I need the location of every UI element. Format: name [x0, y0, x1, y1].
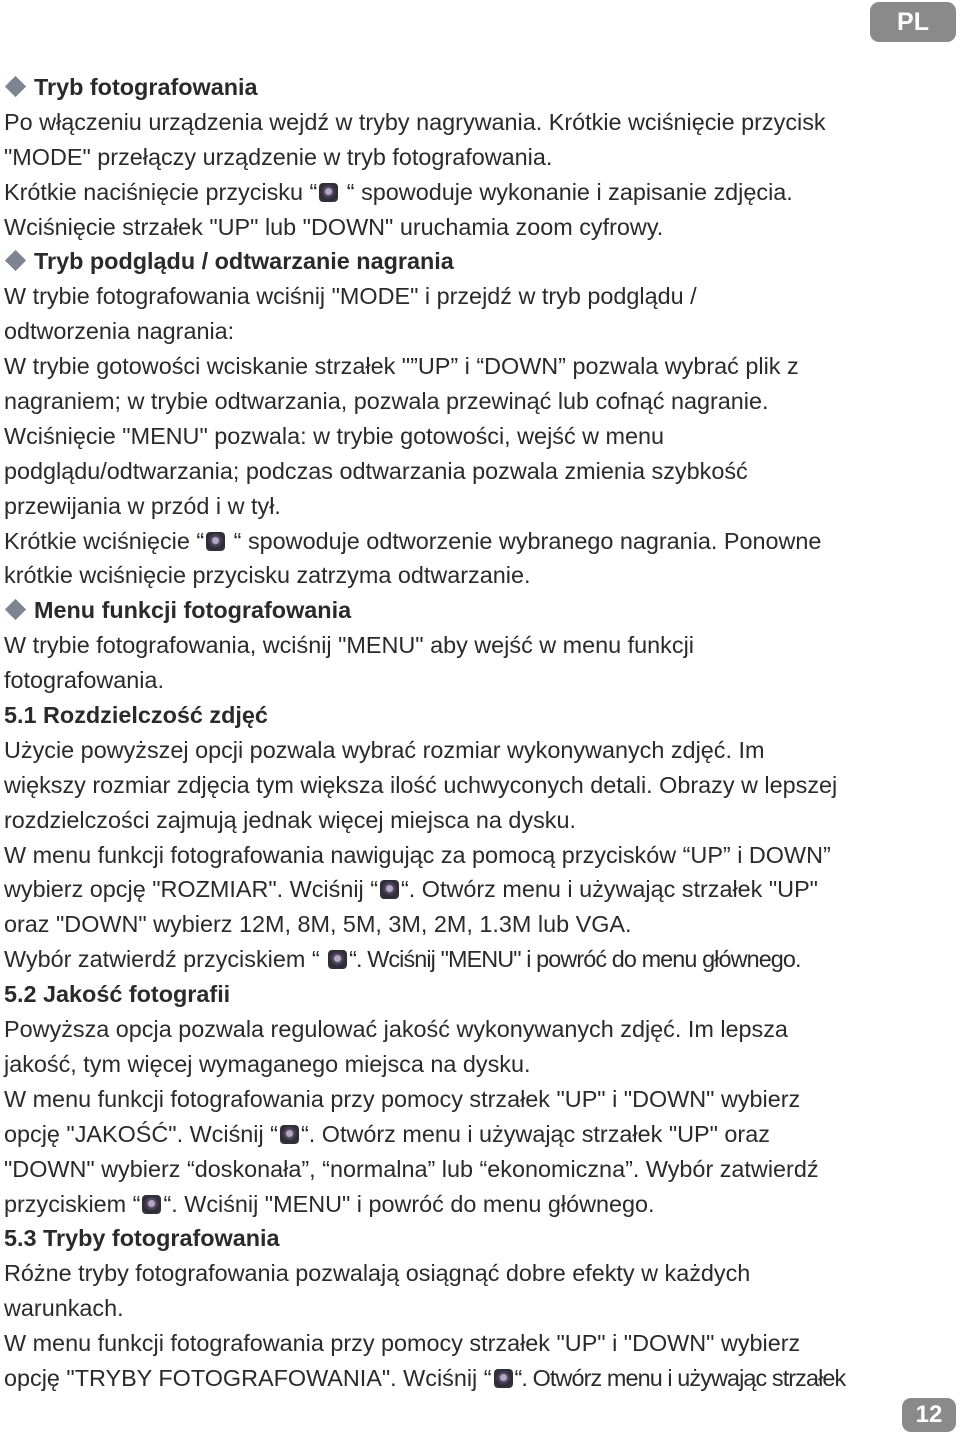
text-line: rozdzielczości zajmują jednak więcej miejsca na dysku.	[4, 806, 577, 833]
text-line: Wciśnięcie strzałek "UP" lub "DOWN" uruchamia zoom cyfrowy.	[4, 213, 664, 240]
text-line: Po włączeniu urządzenia wejdź w tryby nagrywania. Krótkie wciśnięcie przycisk	[4, 108, 826, 135]
text-line: W menu funkcji fotografowania nawigując za pomocą przycisków “UP” i DOWN”	[4, 841, 831, 868]
text-line: odtworzenia nagrania:	[4, 318, 235, 345]
text-line: W menu funkcji fotografowania przy pomocy strzałek "UP" i "DOWN" wybierz	[4, 1085, 801, 1112]
text-line: W trybie fotografowania wciśnij "MODE" i przejdź w tryb podglądu /	[4, 283, 697, 310]
ok-button-icon	[142, 1195, 161, 1214]
text-line: przewijania w przód i w tył.	[4, 492, 281, 519]
text-line: W trybie fotografowania, wciśnij "MENU" aby wejść w menu funkcji	[4, 632, 694, 659]
text-span: Krótkie wciśnięcie “	[4, 527, 205, 554]
section-heading-photo-menu	[4, 593, 954, 628]
text-line: Użycie powyższej opcji pozwala wybrać rozmiar wykonywanych zdjęć. Im	[4, 736, 765, 763]
subsection-heading-resolution: 5.1 Rozdzielczość zdjęć	[4, 702, 268, 729]
text-line	[4, 524, 954, 559]
text-line: fotografowania.	[4, 667, 164, 694]
text-span: “. Otwórz menu i używając strzałek "UP"	[401, 876, 818, 903]
text-span: “. Otwórz menu i używając strzałek "UP" oraz	[300, 1120, 770, 1147]
text-span: “. Otwórz menu i używając strzałek	[514, 1364, 846, 1391]
text-line: oraz "DOWN" wybierz 12M, 8M, 5M, 3M, 2M, 1.3M lub VGA.	[4, 911, 632, 938]
text-line: "DOWN" wybierz “doskonała”, “normalna” lub “ekonomiczna”. Wybór zatwierdź	[4, 1155, 819, 1182]
text-line: Powyższa opcja pozwala regulować jakość wykonywanych zdjęć. Im lepsza	[4, 1016, 788, 1043]
subsection-heading-photo-modes: 5.3 Tryby fotografowania	[4, 1225, 280, 1252]
section-heading-playback	[4, 244, 954, 279]
text-line: podglądu/odtwarzania; podczas odtwarzania pozwala zmienia szybkość	[4, 457, 748, 484]
ok-button-icon	[280, 1125, 299, 1144]
text-span: “ spowoduje wykonanie i zapisanie zdjęcia.	[340, 178, 793, 205]
ok-button-icon	[494, 1369, 513, 1388]
heading-text: Menu funkcji fotografowania	[34, 597, 352, 624]
text-line: Różne tryby fotografowania pozwalają osiągnąć dobre efekty w każdych	[4, 1260, 751, 1287]
diamond-bullet-icon	[5, 76, 26, 97]
ok-button-icon	[206, 532, 225, 551]
text-span: Wybór zatwierdź przyciskiem “	[4, 946, 327, 973]
text-span: “. Wciśnij "MENU" i powróć do menu głównego.	[163, 1190, 655, 1217]
manual-text	[4, 70, 954, 1396]
heading-text: Tryb podglądu / odtwarzanie nagrania	[34, 248, 454, 275]
text-span: “. Wciśnij "MENU" i powróć do menu głównego.	[349, 946, 801, 973]
text-line	[4, 1361, 954, 1396]
text-line	[4, 1117, 954, 1152]
subsection-heading-quality: 5.2 Jakość fotografii	[4, 981, 231, 1008]
text-line: większy rozmiar zdjęcia tym większa ilość uchwyconych detali. Obrazy w lepszej	[4, 771, 838, 798]
diamond-bullet-icon	[5, 599, 26, 620]
diamond-bullet-icon	[5, 250, 26, 271]
text-line	[4, 1187, 954, 1222]
section-heading-photo-mode	[4, 70, 954, 105]
page-number-badge: 12	[902, 1398, 956, 1432]
text-span: przyciskiem “	[4, 1190, 141, 1217]
text-line: warunkach.	[4, 1295, 124, 1322]
ok-button-icon	[380, 880, 399, 899]
text-line: W trybie gotowości wciskanie strzałek "”UP” i “DOWN” pozwala wybrać plik z	[4, 353, 799, 380]
ok-button-icon	[319, 183, 338, 202]
text-line: "MODE" przełączy urządzenie w tryb fotografowania.	[4, 143, 553, 170]
text-span: wybierz opcję "ROZMIAR". Wciśnij “	[4, 876, 379, 903]
text-line: jakość, tym więcej wymaganego miejsca na dysku.	[4, 1050, 531, 1077]
language-badge: PL	[870, 2, 956, 42]
heading-text: Tryb fotografowania	[34, 74, 258, 100]
text-span: opcję "JAKOŚĆ". Wciśnij “	[4, 1120, 278, 1147]
text-span: Krótkie naciśnięcie przycisku “	[4, 178, 318, 205]
text-line: W menu funkcji fotografowania przy pomocy strzałek "UP" i "DOWN" wybierz	[4, 1330, 801, 1357]
ok-button-icon	[328, 950, 347, 969]
text-line: krótkie wciśnięcie przycisku zatrzyma odtwarzanie.	[4, 562, 531, 589]
text-line	[4, 872, 954, 907]
text-line	[4, 175, 954, 210]
text-line: Wciśnięcie "MENU" pozwala: w trybie gotowości, wejść w menu	[4, 422, 665, 449]
text-span: opcję "TRYBY FOTOGRAFOWANIA". Wciśnij “	[4, 1364, 492, 1391]
text-span: “ spowoduje odtworzenie wybranego nagrania. Ponowne	[227, 527, 822, 554]
text-line: nagraniem; w trybie odtwarzania, pozwala przewinąć lub cofnąć nagranie.	[4, 388, 769, 415]
text-line	[4, 942, 954, 977]
